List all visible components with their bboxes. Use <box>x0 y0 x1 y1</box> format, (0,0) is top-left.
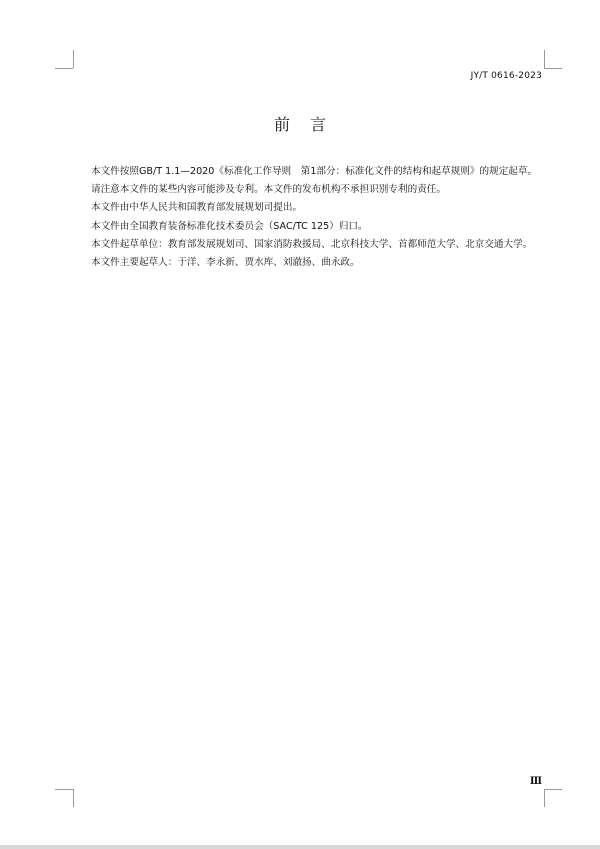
crop-mark-top-left-h <box>55 68 73 69</box>
page-title: 前言 <box>273 115 346 134</box>
page-number: Ⅲ <box>529 776 542 787</box>
paragraph-committee: 本文件由全国教育装备标准化技术委员会（SAC/TC 125）归口。 <box>91 220 368 232</box>
document-code: JY/T 0616-2023 <box>470 71 542 81</box>
crop-mark-top-left-v <box>73 50 74 68</box>
paragraph-drafting-rules: 本文件按照GB/T 1.1—2020《标准化工作导则 第1部分：标准化文件的结构和起草规则》的规定起草。 <box>91 166 538 177</box>
crop-mark-bottom-left-v <box>73 789 74 807</box>
crop-mark-bottom-right-v <box>544 789 545 807</box>
paragraph-proposer: 本文件由中华人民共和国教育部发展规划司提出。 <box>91 202 303 214</box>
crop-mark-bottom-right-h <box>544 789 562 790</box>
paragraph-drafting-units: 本文件起草单位：教育部发展规划司、国家消防救援局、北京科技大学、首都师范大学、北京交通大学。 <box>91 238 533 250</box>
crop-mark-bottom-left-h <box>55 789 73 790</box>
crop-mark-top-right-h <box>544 68 562 69</box>
paragraph-drafters: 本文件主要起草人：于洋、李永新、贾水库、刘澈扬、曲永政。 <box>91 257 360 269</box>
crop-mark-top-right-v <box>544 50 545 68</box>
preface-body <box>72 164 548 273</box>
paragraph-patent-notice: 请注意本文件的某些内容可能涉及专利。本文件的发布机构不承担识别专利的责任。 <box>91 184 446 196</box>
page-bottom-edge <box>0 845 600 849</box>
